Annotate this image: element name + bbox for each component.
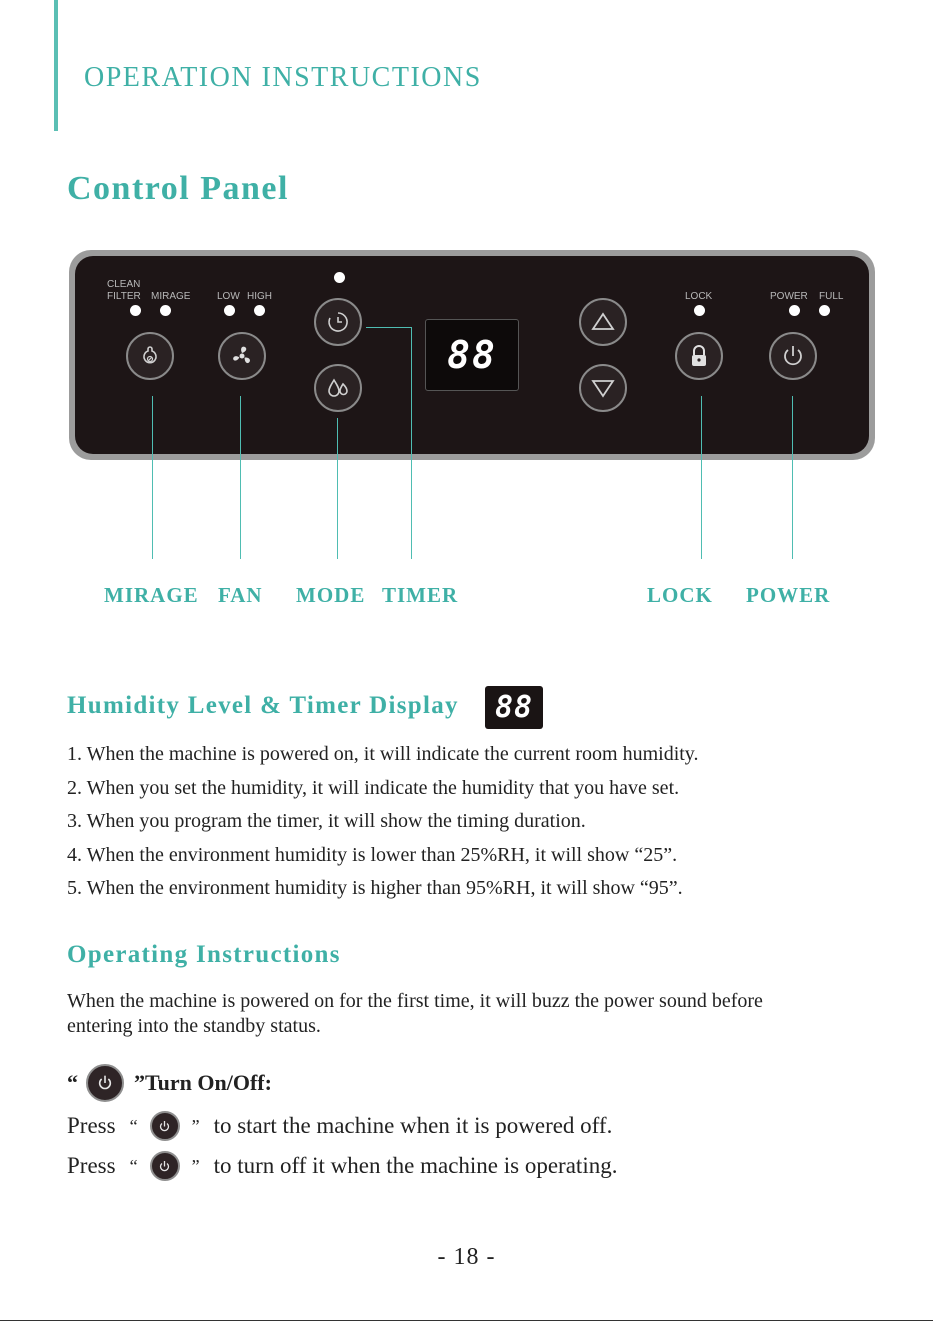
operating-intro-line-1: When the machine is powered on for the first time, it will buzz the power sound before bbox=[67, 990, 763, 1012]
power-icon bbox=[157, 1159, 172, 1174]
header-title: OPERATION INSTRUCTIONS bbox=[84, 62, 482, 93]
power-icon-inline bbox=[150, 1151, 180, 1181]
low-indicator bbox=[224, 305, 235, 316]
close-quote: ” bbox=[191, 1115, 200, 1136]
footer-rule bbox=[0, 1320, 933, 1321]
mode-button[interactable] bbox=[314, 364, 362, 412]
callout-lock: LOCK bbox=[647, 583, 713, 607]
control-panel-title: Control Panel bbox=[67, 170, 289, 207]
label-power: POWER bbox=[770, 291, 808, 302]
power-leader-line bbox=[792, 396, 793, 559]
humidity-digit-display: 88 bbox=[485, 686, 543, 729]
fan-icon bbox=[227, 341, 257, 371]
callout-power: POWER bbox=[746, 583, 831, 607]
page-number: - 18 - bbox=[437, 1244, 496, 1270]
press-row-2 bbox=[67, 1151, 617, 1181]
turn-heading-text: ”Turn On/Off: bbox=[134, 1070, 272, 1095]
humidity-section-title: Humidity Level & Timer Display bbox=[67, 692, 459, 719]
callout-fan: FAN bbox=[218, 583, 263, 607]
humidity-item-4: 4. When the environment humidity is lower than 25%RH, it will show “25”. bbox=[67, 844, 678, 866]
close-quote: ” bbox=[191, 1155, 200, 1176]
lock-indicator bbox=[694, 305, 705, 316]
mode-leader-line bbox=[337, 418, 338, 559]
mirage-icon bbox=[135, 341, 165, 371]
fan-button[interactable] bbox=[218, 332, 266, 380]
label-low: LOW bbox=[217, 291, 240, 302]
power-icon bbox=[95, 1073, 115, 1093]
mirage-leader-line bbox=[152, 396, 153, 559]
label-lock: LOCK bbox=[685, 291, 713, 302]
press-row-1 bbox=[67, 1111, 612, 1141]
mirage-button[interactable] bbox=[126, 332, 174, 380]
power-icon-inline bbox=[150, 1111, 180, 1141]
timer-icon bbox=[323, 307, 353, 337]
accent-side-bar bbox=[54, 0, 58, 131]
callout-mirage: MIRAGE bbox=[104, 583, 199, 607]
fan-leader-line bbox=[240, 396, 241, 559]
timer-button[interactable] bbox=[314, 298, 362, 346]
arrow-down-icon bbox=[588, 373, 618, 403]
press-row-text: to start the machine when it is powered off. bbox=[213, 1113, 613, 1138]
operating-section-title: Operating Instructions bbox=[67, 941, 341, 968]
full-indicator bbox=[819, 305, 830, 316]
droplets-icon bbox=[323, 373, 353, 403]
label-clean: CLEAN bbox=[107, 279, 141, 290]
lock-leader-line bbox=[701, 396, 702, 559]
turn-on-off-heading bbox=[67, 1064, 272, 1102]
label-full: FULL bbox=[819, 291, 844, 302]
high-indicator bbox=[254, 305, 265, 316]
press-row-text: to turn off it when the machine is operating. bbox=[213, 1153, 618, 1178]
timer-leader-line bbox=[411, 327, 412, 559]
timer-leader-horizontal bbox=[366, 327, 412, 328]
humidity-item-3: 3. When you program the timer, it will show the timing duration. bbox=[67, 810, 586, 832]
humidity-item-1: 1. When the machine is powered on, it will indicate the current room humidity. bbox=[67, 743, 699, 765]
power-button[interactable] bbox=[769, 332, 817, 380]
power-indicator bbox=[789, 305, 800, 316]
label-filter: FILTER bbox=[107, 291, 141, 302]
panel-digit-display: 88 bbox=[425, 319, 519, 391]
operating-intro-line-2: entering into the standby status. bbox=[67, 1015, 321, 1037]
open-quote: “ bbox=[129, 1115, 138, 1136]
label-mirage: MIRAGE bbox=[151, 291, 191, 302]
power-icon bbox=[778, 341, 808, 371]
arrow-up-icon bbox=[588, 307, 618, 337]
callout-timer: TIMER bbox=[382, 583, 459, 607]
power-icon-heading bbox=[86, 1064, 124, 1102]
press-word: Press bbox=[67, 1153, 116, 1178]
press-word: Press bbox=[67, 1113, 116, 1138]
callout-mode: MODE bbox=[296, 583, 366, 607]
humidity-item-5: 5. When the environment humidity is higher than 95%RH, it will show “95”. bbox=[67, 877, 683, 899]
mirage-indicator bbox=[160, 305, 171, 316]
humidity-item-2: 2. When you set the humidity, it will indicate the humidity that you have set. bbox=[67, 777, 680, 799]
label-high: HIGH bbox=[247, 291, 272, 302]
lock-button[interactable] bbox=[675, 332, 723, 380]
clean-filter-indicator bbox=[130, 305, 141, 316]
power-icon bbox=[157, 1119, 172, 1134]
down-button[interactable] bbox=[579, 364, 627, 412]
turn-heading-open-quote: “ bbox=[67, 1070, 78, 1095]
up-button[interactable] bbox=[579, 298, 627, 346]
timer-indicator bbox=[334, 272, 345, 283]
lock-icon bbox=[684, 341, 714, 371]
open-quote: “ bbox=[129, 1155, 138, 1176]
